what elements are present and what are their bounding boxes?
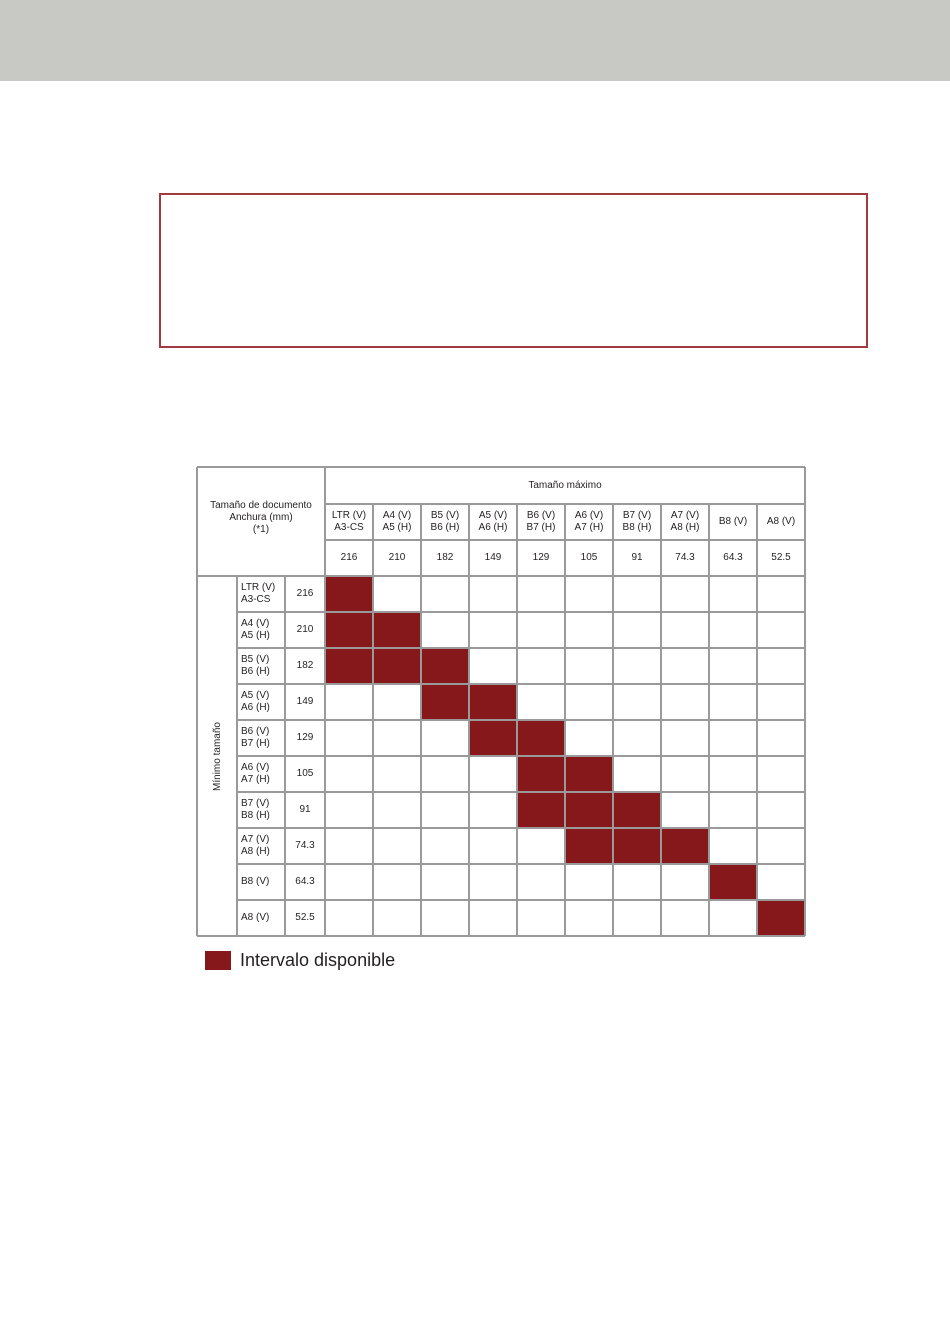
row-width-value: 210	[296, 624, 314, 635]
column-size-label: A4 (V) A5 (H)	[382, 510, 412, 533]
column-width-value: 105	[580, 552, 598, 563]
matrix-cell	[709, 720, 757, 756]
matrix-cell	[757, 576, 805, 612]
column-size-label: B7 (V) B8 (H)	[622, 510, 652, 533]
matrix-cell	[757, 900, 805, 936]
matrix-cell	[373, 720, 421, 756]
matrix-cell	[517, 720, 565, 756]
matrix-cell	[421, 684, 469, 720]
row-width-value: 105	[296, 768, 314, 779]
column-width-value: 182	[436, 552, 454, 563]
matrix-cell	[469, 900, 517, 936]
matrix-cell	[325, 720, 373, 756]
row-group-label: Mínimo tamaño	[211, 721, 223, 791]
matrix-cell	[757, 612, 805, 648]
row-size-label: LTR (V) A3-CS	[241, 582, 276, 605]
row-width-value: 64.3	[295, 876, 315, 887]
matrix-cell	[469, 576, 517, 612]
column-size-label: A6 (V) A7 (H)	[574, 510, 604, 533]
row-width-value: 182	[296, 660, 314, 671]
matrix-cell	[373, 576, 421, 612]
matrix-cell	[469, 684, 517, 720]
matrix-cell	[325, 900, 373, 936]
row-size-label: A6 (V) A7 (H)	[241, 762, 270, 785]
row-size-label: B6 (V) B7 (H)	[241, 726, 270, 749]
row-size-label: A7 (V) A8 (H)	[241, 834, 270, 857]
matrix-cell	[421, 828, 469, 864]
matrix-cell	[373, 792, 421, 828]
row-width-value: 52.5	[295, 912, 315, 923]
matrix-cell	[373, 648, 421, 684]
matrix-cell	[325, 792, 373, 828]
matrix-cell	[613, 864, 661, 900]
matrix-cell	[517, 612, 565, 648]
matrix-cell	[565, 864, 613, 900]
column-group-label: Tamaño máximo	[528, 479, 602, 491]
matrix-cell	[325, 756, 373, 792]
corner-label: Tamaño de documento Anchura (mm) (*1)	[210, 499, 312, 535]
row-width-value: 129	[296, 732, 314, 743]
matrix-cell	[325, 684, 373, 720]
column-size-label: LTR (V) A3-CS	[331, 510, 367, 533]
row-width-value: 216	[296, 588, 314, 599]
matrix-cell	[661, 684, 709, 720]
column-width-value: 149	[484, 552, 502, 563]
matrix-cell	[517, 756, 565, 792]
matrix-cell	[517, 648, 565, 684]
matrix-cell	[757, 720, 805, 756]
matrix-cell	[565, 792, 613, 828]
matrix-cell	[373, 828, 421, 864]
matrix-cell	[517, 576, 565, 612]
matrix-cell	[613, 900, 661, 936]
matrix-cell	[613, 792, 661, 828]
matrix-cell	[757, 864, 805, 900]
matrix-cell	[613, 612, 661, 648]
matrix-cell	[565, 684, 613, 720]
matrix-cell	[421, 864, 469, 900]
matrix-cell	[469, 720, 517, 756]
row-width-value: 91	[299, 804, 311, 815]
matrix-cell	[517, 900, 565, 936]
matrix-cell	[469, 756, 517, 792]
matrix-cell	[709, 900, 757, 936]
matrix-cell	[421, 612, 469, 648]
matrix-cell	[709, 684, 757, 720]
row-size-label: B5 (V) B6 (H)	[241, 654, 270, 677]
row-size-label: B7 (V) B8 (H)	[241, 798, 270, 821]
matrix-cell	[661, 576, 709, 612]
column-width-value: 74.3	[675, 552, 695, 563]
matrix-cell	[325, 864, 373, 900]
notice-box	[159, 193, 868, 348]
matrix-cell	[325, 648, 373, 684]
matrix-cell	[613, 756, 661, 792]
page-header-bar	[0, 0, 950, 81]
matrix-cell	[565, 756, 613, 792]
row-size-label: A4 (V) A5 (H)	[241, 618, 270, 641]
matrix-cell	[517, 684, 565, 720]
column-size-label: A8 (V)	[766, 516, 796, 527]
column-size-label: A5 (V) A6 (H)	[478, 510, 508, 533]
matrix-cell	[661, 648, 709, 684]
matrix-cell	[565, 648, 613, 684]
row-size-label: A8 (V)	[241, 912, 270, 923]
matrix-cell	[325, 828, 373, 864]
matrix-cell	[661, 900, 709, 936]
column-width-value: 129	[532, 552, 550, 563]
matrix-cell	[517, 864, 565, 900]
legend-swatch	[205, 951, 231, 970]
column-width-value: 216	[340, 552, 358, 563]
column-size-label: A7 (V) A8 (H)	[670, 510, 700, 533]
matrix-cell	[565, 900, 613, 936]
matrix-cell	[613, 648, 661, 684]
matrix-cell	[613, 576, 661, 612]
matrix-cell	[757, 648, 805, 684]
matrix-cell	[421, 792, 469, 828]
matrix-cell	[757, 792, 805, 828]
column-size-label: B5 (V) B6 (H)	[430, 510, 460, 533]
matrix-cell	[757, 828, 805, 864]
matrix-cell	[709, 792, 757, 828]
matrix-cell	[469, 792, 517, 828]
column-size-label: B6 (V) B7 (H)	[526, 510, 556, 533]
matrix-cell	[661, 756, 709, 792]
matrix-cell	[661, 720, 709, 756]
matrix-cell	[709, 864, 757, 900]
matrix-cell	[373, 612, 421, 648]
legend	[205, 950, 395, 971]
matrix-cell	[325, 576, 373, 612]
matrix-cell	[661, 792, 709, 828]
matrix-cell	[613, 828, 661, 864]
matrix-cell	[373, 756, 421, 792]
column-width-value: 210	[388, 552, 406, 563]
matrix-cell	[757, 684, 805, 720]
matrix-cell	[373, 900, 421, 936]
matrix-cell	[709, 828, 757, 864]
matrix-cell	[421, 648, 469, 684]
matrix-cell	[565, 720, 613, 756]
legend-label: Intervalo disponible	[240, 950, 396, 970]
column-width-value: 64.3	[723, 552, 743, 563]
row-size-label: B8 (V)	[241, 876, 270, 887]
row-width-value: 74.3	[295, 840, 315, 851]
matrix-cell	[421, 756, 469, 792]
column-size-label: B8 (V)	[718, 516, 748, 527]
matrix-cell	[373, 864, 421, 900]
matrix-cell	[709, 756, 757, 792]
matrix-cell	[517, 828, 565, 864]
matrix-cell	[709, 612, 757, 648]
matrix-cell	[469, 828, 517, 864]
matrix-cell	[421, 900, 469, 936]
matrix-cell	[757, 756, 805, 792]
matrix-cell	[469, 864, 517, 900]
matrix-cell	[565, 612, 613, 648]
matrix-cell	[517, 792, 565, 828]
matrix-cell	[469, 612, 517, 648]
matrix-cell	[565, 828, 613, 864]
matrix-cell	[709, 648, 757, 684]
matrix-cell	[661, 828, 709, 864]
matrix-cell	[421, 720, 469, 756]
matrix-cell	[661, 612, 709, 648]
matrix-cell	[373, 684, 421, 720]
matrix-cell	[661, 864, 709, 900]
matrix-cell	[613, 720, 661, 756]
column-width-value: 52.5	[771, 552, 791, 563]
row-size-label: A5 (V) A6 (H)	[241, 690, 270, 713]
matrix-cell	[565, 576, 613, 612]
row-width-value: 149	[296, 696, 314, 707]
matrix-cell	[709, 576, 757, 612]
matrix-cell	[613, 684, 661, 720]
matrix-cell	[325, 612, 373, 648]
matrix-cell	[469, 648, 517, 684]
column-width-value: 91	[631, 552, 643, 563]
matrix-cell	[421, 576, 469, 612]
